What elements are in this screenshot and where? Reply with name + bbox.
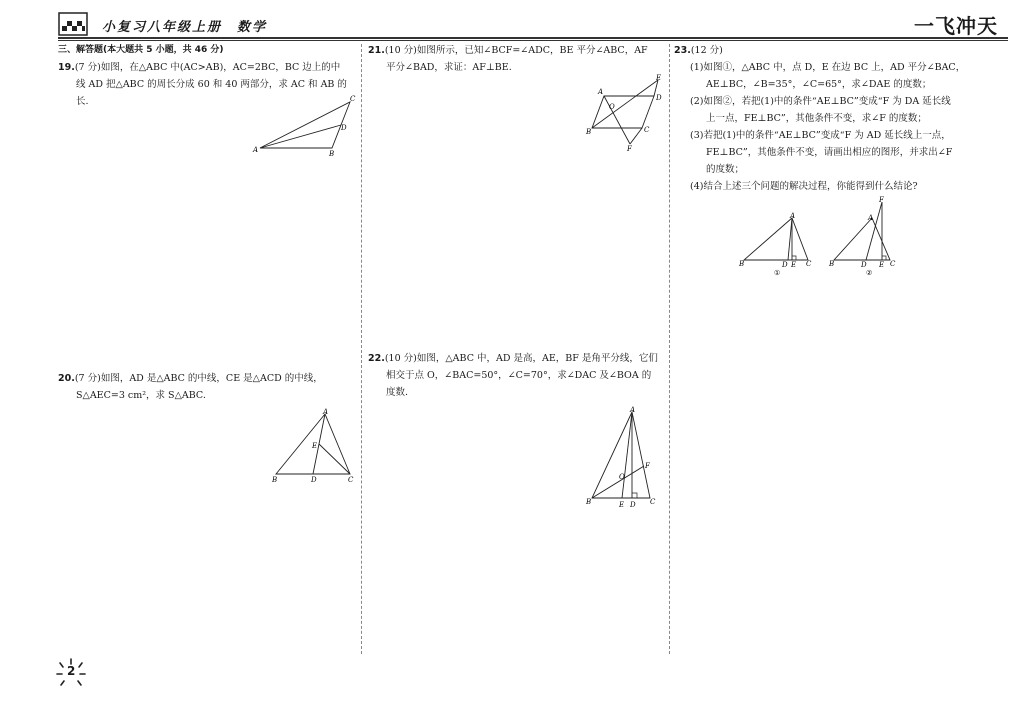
question-text: (7 分)如图，在△ABC 中(AC>AB)，AC=2BC，BC 边上的中 [74, 62, 341, 73]
question-text: (3)若把(1)中的条件“AE⊥BC”变成“F 为 AD 延长线上一点， [690, 130, 951, 141]
header-rule [58, 37, 1008, 39]
figure-q21-parallelogram [582, 72, 668, 152]
question-text: 上一点，FE⊥BC”，其他条件不变，求∠F 的度数； [706, 113, 927, 124]
question-21 [368, 42, 666, 76]
label-E: E [791, 261, 797, 269]
label-C: C [890, 260, 896, 268]
label-C: C [650, 498, 656, 506]
question-text: AE⊥BC，∠B=35°，∠C=65°，求∠DAE 的度数； [706, 79, 932, 90]
label-E: E [312, 442, 318, 450]
label-A: A [598, 88, 604, 96]
question-text: S△AEC=3 cm²，求 S△ABC. [76, 390, 206, 401]
figure-q22-triangle [582, 406, 662, 510]
label-C: C [644, 126, 650, 134]
page-number: 2 [67, 664, 76, 678]
label-B: B [329, 150, 335, 158]
question-text: (10 分)如图，△ABC 中，AD 是高，AE，BF 是角平分线，它们 [384, 353, 658, 364]
label-A: A [323, 408, 329, 416]
label-D: D [656, 94, 662, 102]
label-D: D [630, 501, 636, 509]
label-D: D [311, 476, 317, 484]
label-O: O [609, 103, 615, 111]
label-C: C [348, 476, 354, 484]
label-A: A [253, 146, 259, 154]
header-rule-thin [58, 40, 1008, 41]
question-text: (7 分)如图，AD 是△ABC 的中线，CE 是△ACD 的中线， [74, 373, 323, 384]
label-D: D [341, 124, 347, 132]
question-text: 的度数； [706, 164, 745, 175]
label-O: O [619, 473, 625, 481]
label-B: B [829, 260, 835, 268]
label-D: D [861, 261, 867, 269]
label-A: A [790, 212, 796, 220]
figure-caption: ② [866, 269, 873, 276]
label-B: B [272, 476, 278, 484]
label-B: B [586, 498, 592, 506]
question-text: (10 分)如图所示，已知∠BCF=∠ADC，BE 平分∠ABC，AF [384, 45, 648, 56]
label-B: B [586, 128, 592, 136]
question-text: 度数. [386, 387, 409, 398]
label-A: A [868, 214, 874, 222]
figure-q20-triangle [268, 408, 358, 484]
label-F: F [879, 196, 884, 204]
question-text: 相交于点 O，∠BAC=50°，∠C=70°，求∠DAC 及∠BOA 的 [386, 370, 652, 381]
figure-caption: ① [774, 269, 781, 276]
question-text: (2)如图②，若把(1)中的条件“AE⊥BC”变成“F 为 DA 延长线 [690, 96, 951, 107]
question-number: 23. [674, 45, 691, 56]
figure-q19-triangle [250, 92, 365, 158]
question-22 [368, 350, 666, 401]
checkered-logo-icon [58, 12, 88, 36]
page-header [58, 10, 1008, 38]
question-number: 19. [58, 62, 75, 73]
label-C: C [806, 260, 812, 268]
question-text: (4)结合上述三个问题的解决过程，你能得到什么结论? [690, 181, 918, 192]
book-title: 小复习八年级上册 数学 [102, 20, 268, 35]
question-number: 22. [368, 353, 385, 364]
label-F: F [645, 462, 650, 470]
question-number: 20. [58, 373, 75, 384]
label-A: A [630, 406, 636, 414]
question-text: FE⊥BC”，其他条件不变，请画出相应的图形，并求出∠F [706, 147, 953, 158]
question-23 [674, 42, 974, 195]
question-number: 21. [368, 45, 385, 56]
brand-logo: 一飞冲天 [914, 14, 998, 38]
label-E: E [619, 501, 625, 509]
label-E: E [656, 74, 662, 82]
label-D: D [782, 261, 788, 269]
question-text: (1)如图①，△ABC 中，点 D，E 在边 BC 上，AD 平分∠BAC， [690, 62, 966, 73]
question-text: 线 AD 把△ABC 的周长分成 60 和 40 两部分，求 AC 和 AB 的长. [76, 79, 347, 107]
label-F: F [627, 145, 632, 152]
figure-q23-1-triangle [736, 210, 816, 276]
question-20 [58, 370, 354, 404]
label-B: B [739, 260, 745, 268]
label-C: C [350, 95, 356, 103]
question-score: (12 分) [690, 45, 723, 56]
figure-q23-2-triangle [826, 196, 906, 276]
question-text: 平分∠BAD，求证：AF⊥BE. [386, 62, 512, 73]
column-divider [669, 44, 670, 654]
label-E: E [879, 261, 885, 269]
section-title: 三、解答题(本大题共 5 小题，共 46 分) [58, 45, 224, 55]
